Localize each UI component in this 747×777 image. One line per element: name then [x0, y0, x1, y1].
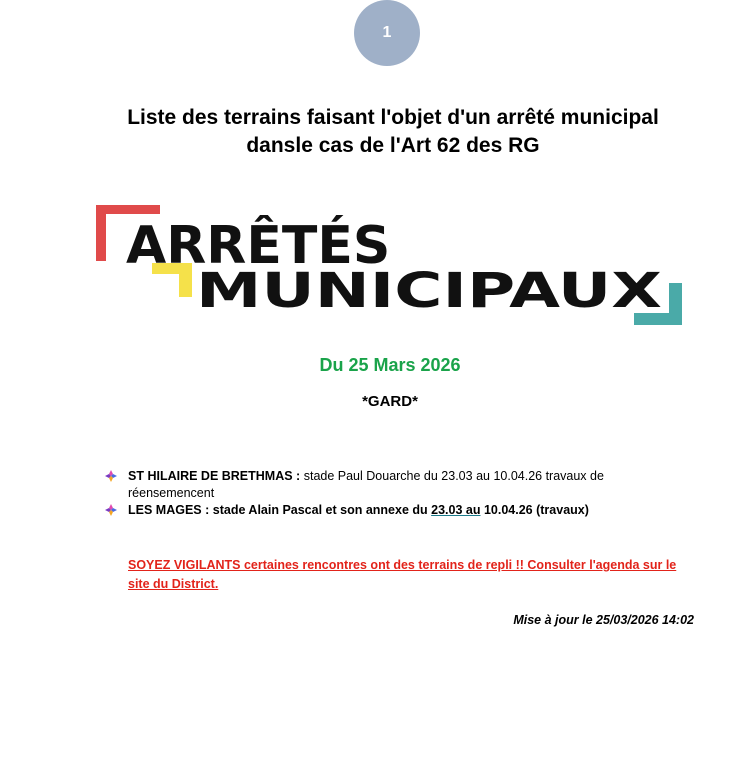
page-title: [80, 104, 706, 160]
list-item: [104, 468, 624, 502]
commune-name: ST HILAIRE DE BRETHMAS :: [128, 469, 301, 483]
closure-details-end: 10.04.26 (travaux): [483, 503, 589, 517]
bullet-icon: [104, 503, 118, 517]
closure-details: stade Alain Pascal et son annexe du: [212, 503, 428, 517]
warning-notice: SOYEZ VIGILANTS certaines rencontres ont des terrains de repli !! Consulter l'agenda sur le site du District.: [128, 558, 677, 591]
title-line-2: dansle cas de l'Art 62 des RG: [246, 134, 540, 157]
page-number-badge: 1: [354, 0, 420, 66]
bullet-icon: [104, 469, 118, 483]
closure-date-highlight: 23.03 au: [431, 503, 481, 517]
commune-name: LES MAGES :: [128, 503, 210, 517]
closures-list: [104, 468, 624, 519]
title-line-1: Liste des terrains faisant l'objet d'un arrêté municipal: [127, 106, 659, 129]
department-heading: *GARD*: [362, 393, 418, 410]
closure-details: stade Paul Douarche du 23.03 au 10.04.26 travaux de réensemencent: [128, 469, 604, 500]
date-heading: Du 25 Mars 2026: [319, 355, 461, 375]
arretes-municipaux-logo: [96, 205, 684, 327]
last-updated: Mise à jour le 25/03/2026 14:02: [513, 613, 694, 627]
list-item: [104, 502, 624, 519]
logo-text-line-1: ARRÊTÉS: [126, 216, 391, 276]
logo-text-line-2: MUNICIPAUX: [196, 263, 662, 319]
